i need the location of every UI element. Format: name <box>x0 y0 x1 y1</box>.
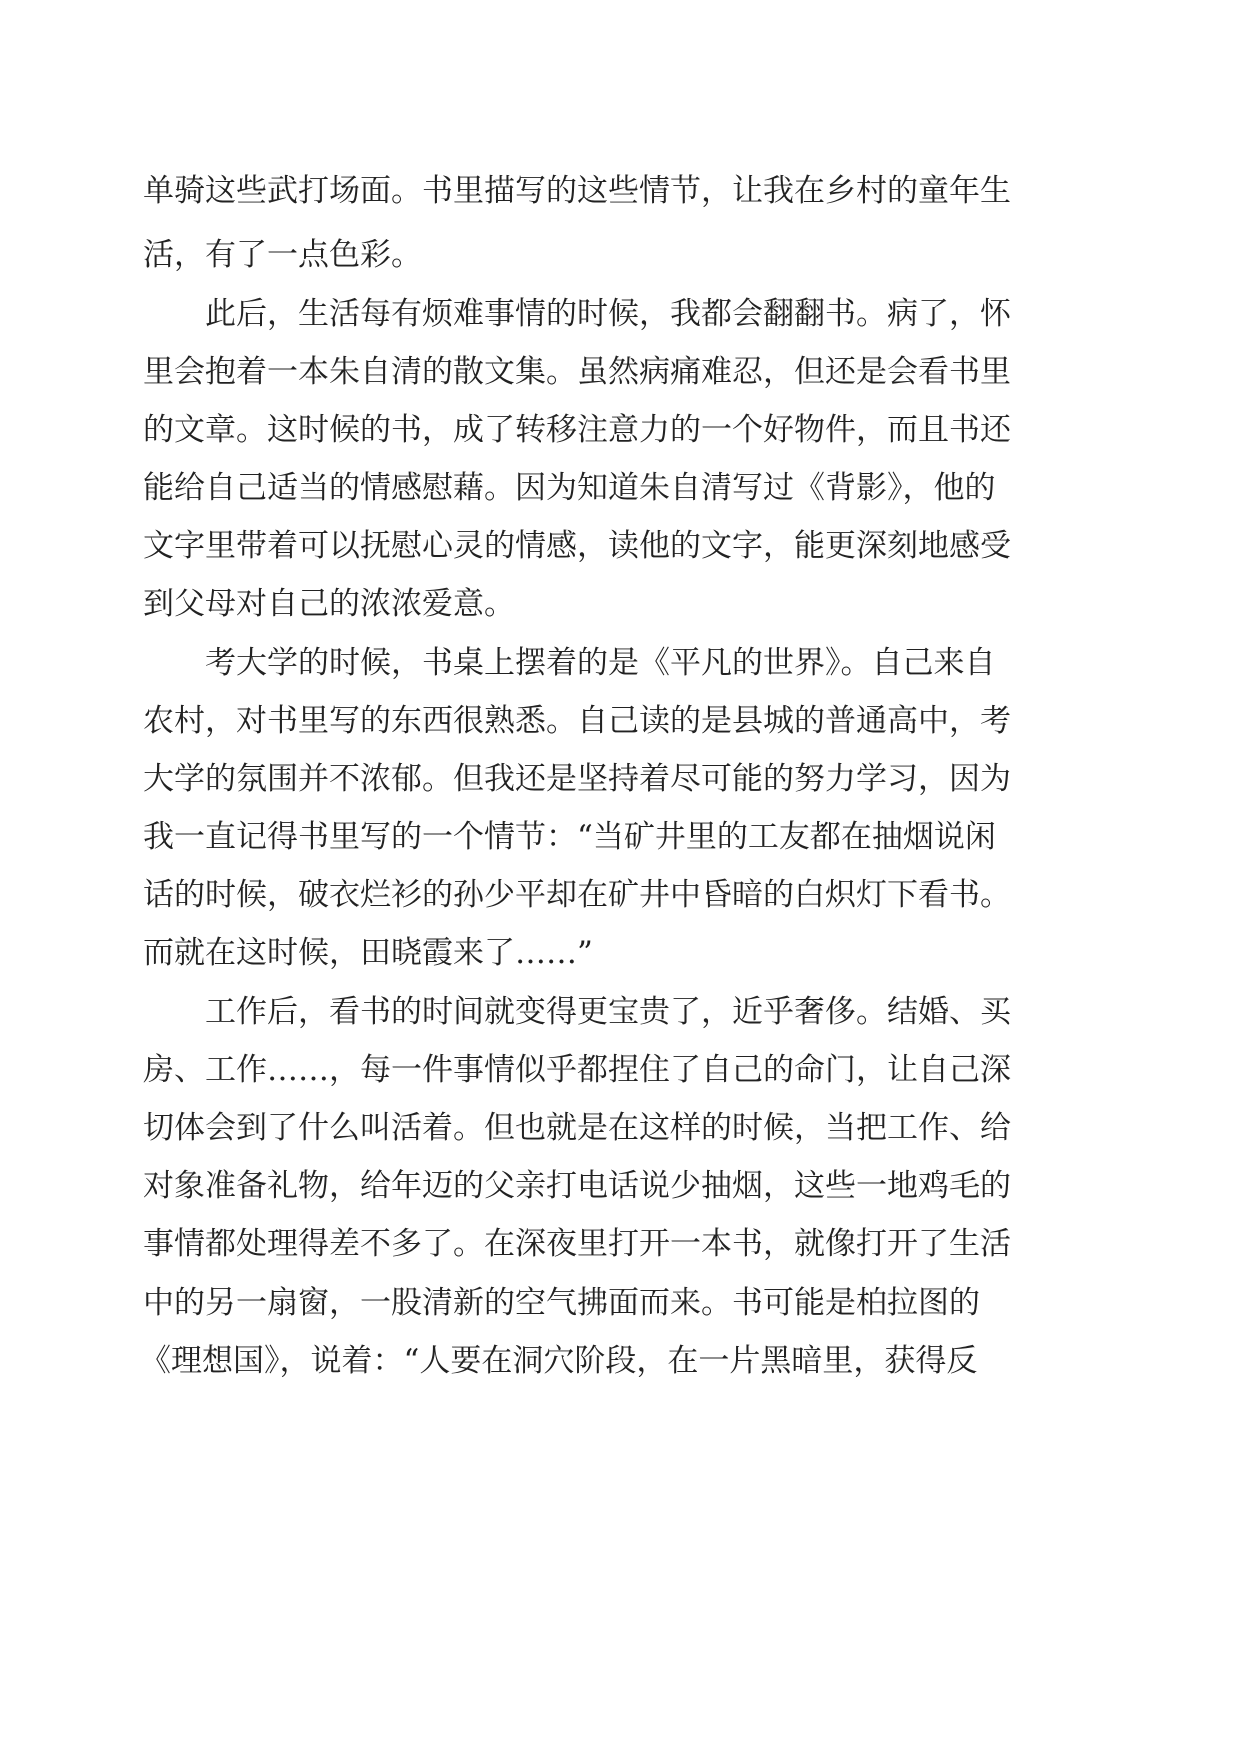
text-line: 事情都处理得差不多了。在深夜里打开一本书，就像打开了生活 <box>143 1226 1011 1262</box>
text-line: 而就在这时候，田晓霞来了……” <box>143 935 593 971</box>
text-line: 到父母对自己的浓浓爱意。 <box>143 586 515 622</box>
text-line: 中的另一扇窗，一股清新的空气拂面而来。书可能是柏拉图的 <box>143 1285 980 1321</box>
text-line: 切体会到了什么叫活着。但也就是在这样的时候，当把工作、给 <box>143 1110 1011 1146</box>
text-line: 文字里带着可以抚慰心灵的情感，读他的文字，能更深刻地感受 <box>143 528 1011 564</box>
text-line: 对象准备礼物，给年迈的父亲打电话说少抽烟，这些一地鸡毛的 <box>143 1168 1011 1204</box>
text-line: 《理想国》，说着：“人要在洞穴阶段，在一片黑暗里，获得反 <box>140 1343 978 1379</box>
text-line: 话的时候，破衣烂衫的孙少平却在矿井中昏暗的白炽灯下看书。 <box>143 877 1011 913</box>
text-line: 房、工作……，每一件事情似乎都捏住了自己的命门，让自己深 <box>143 1052 1011 1088</box>
text-line: 工作后，看书的时间就变得更宝贵了，近乎奢侈。结婚、买 <box>143 994 1011 1030</box>
text-line: 能给自己适当的情感慰藉。因为知道朱自清写过《背影》，他的 <box>143 470 996 506</box>
text-line: 考大学的时候，书桌上摆着的是《平凡的世界》。自己来自 <box>143 645 996 681</box>
text-line: 大学的氛围并不浓郁。但我还是坚持着尽可能的努力学习，因为 <box>143 761 1011 797</box>
text-line: 里会抱着一本朱自清的散文集。虽然病痛难忍，但还是会看书里 <box>143 354 1011 390</box>
text-line: 我一直记得书里写的一个情节：“当矿井里的工友都在抽烟说闲 <box>143 819 996 855</box>
text-line: 此后，生活每有烦难事情的时候，我都会翻翻书。病了，怀 <box>143 296 1011 332</box>
text-line: 单骑这些武打场面。书里描写的这些情节，让我在乡村的童年生 <box>143 173 1011 209</box>
text-line: 的文章。这时候的书，成了转移注意力的一个好物件，而且书还 <box>143 412 1011 448</box>
text-line: 活，有了一点色彩。 <box>143 237 422 273</box>
text-line: 农村，对书里写的东西很熟悉。自己读的是县城的普通高中，考 <box>143 703 1011 739</box>
